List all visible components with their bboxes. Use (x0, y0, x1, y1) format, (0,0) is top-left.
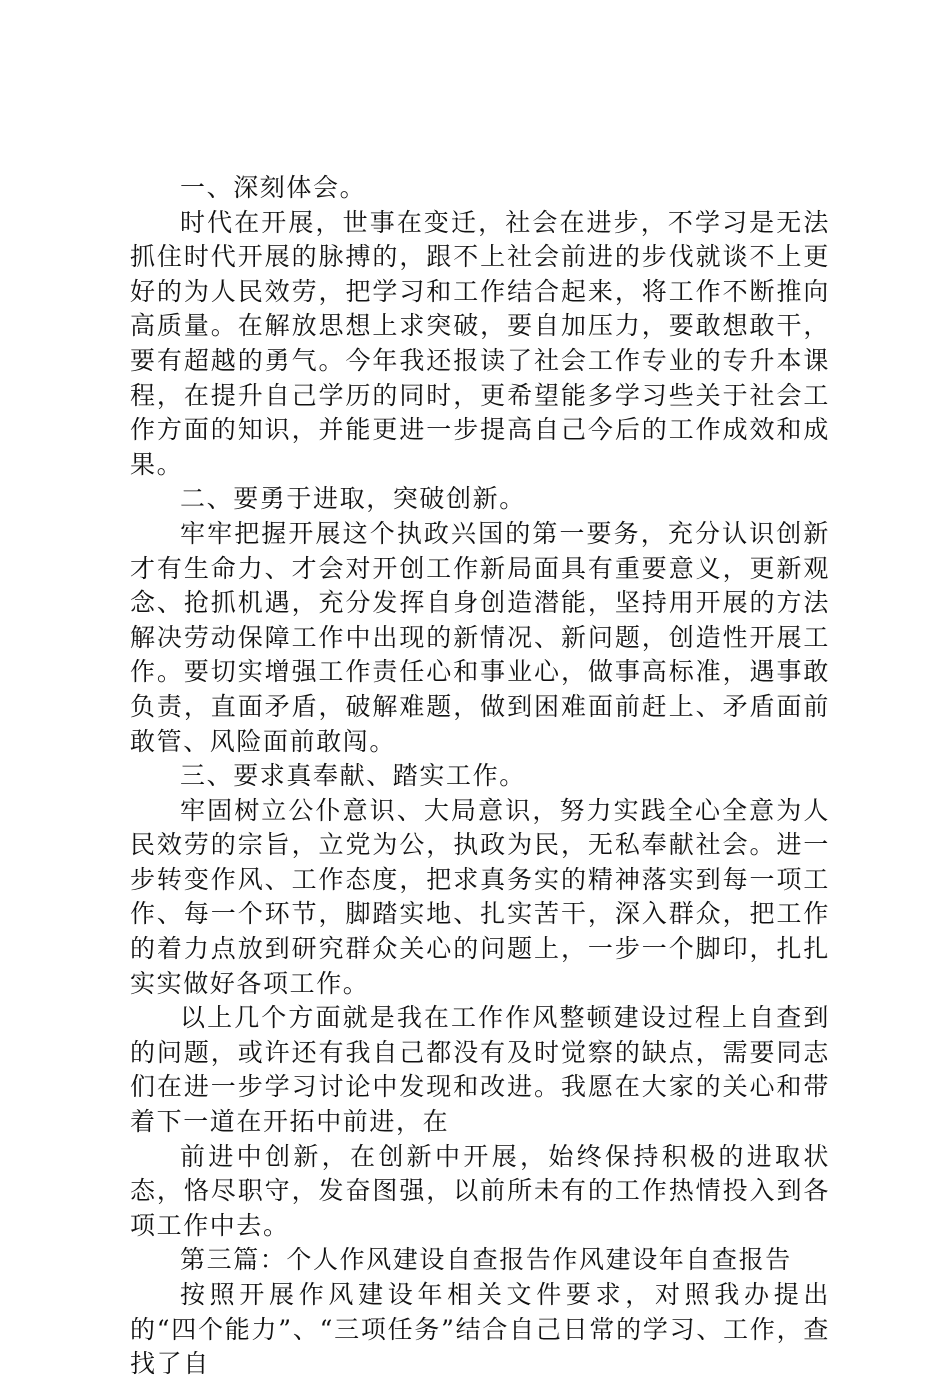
section-heading-2: 二、要勇于进取，突破创新。 (180, 484, 526, 514)
paragraph-3: 牢固树立公仆意识、大局意识，努力实践全心全意为人民效劳的宗旨，立党为公，执政为民，无私奉献社会。进一步转变作风、工作态度，把求真务实的精神落实到每一项工作、每一个环节，脚踏实地、扎实苦干，深入群众，把工作的着力点放到研究群众关心的问题上，一步一个脚印，扎扎实实做好各项工作。 (130, 795, 830, 998)
document-body (130, 171, 830, 1382)
paragraph-6: 按照开展作风建设年相关文件要求，对照我办提出的“四个能力”、“三项任务”结合自己日常的学习、工作，查找了自 (130, 1280, 830, 1379)
paragraph-1: 时代在开展，世事在变迁，社会在进步，不学习是无法抓住时代开展的脉搏的，跟不上社会前进的步伐就谈不上更好的为人民效劳，把学习和工作结合起来，将工作不断推向高质量。在解放思想上求突破，要自加压力，要敢想敢干，要有超越的勇气。今年我还报读了社会工作专业的专升本课程，在提升自己学历的同时，更希望能多学习些关于社会工作方面的知识，并能更进一步提高自己今后的工作成效和成果。 (130, 207, 830, 479)
paragraph-2: 牢牢把握开展这个执政兴国的第一要务，充分认识创新才有生命力、才会对开创工作新局面具有重要意义，更新观念、抢抓机遇，充分发挥自身创造潜能，坚持用开展的方法解决劳动保障工作中出现的新情况、新问题，创造性开展工作。要切实增强工作责任心和事业心，做事高标准，遇事敢负责，直面矛盾，破解难题，做到困难面前赶上、矛盾面前敢管、风险面前敢闯。 (130, 518, 830, 756)
section-heading-1: 一、深刻体会。 (180, 173, 367, 202)
part-three-title: 第三篇：个人作风建设自查报告作风建设年自查报告 (180, 1245, 792, 1275)
paragraph-4: 以上几个方面就是我在工作作风整顿建设过程上自查到的问题，或许还有我自己都没有及时觉察的缺点，需要同志们在进一步学习讨论中发现和改进。我愿在大家的关心和带着下一道在开拓中前进，在 (130, 1003, 830, 1137)
paragraph-5: 前进中创新，在创新中开展，始终保持积极的进取状态，恪尽职守，发奋图强，以前所未有的工作热情投入到各项工作中去。 (130, 1141, 830, 1240)
section-heading-3: 三、要求真奉献、踏实工作。 (180, 761, 526, 791)
